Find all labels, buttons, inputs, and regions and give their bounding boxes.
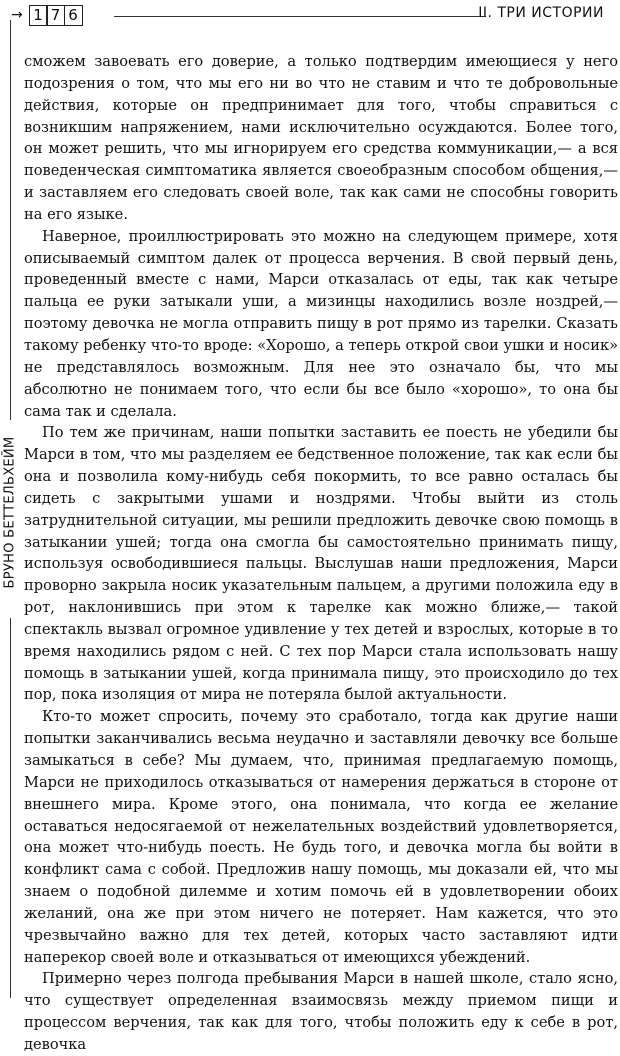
- paragraph: Кто-то может спросить, почему это сработало, тогда как другие наши попытки заканчивались весьма неудачно и заставляли девочку все больше замыкаться в себе? Мы думаем, что, принимая предлагаемую помощь, Марси не приходилось отказываться от намерения держаться в стороне от внешнего мира. Кроме этого, она понимала, что когда ее желание оставаться недосягаемой от нежелательных воздействий удовлетворяется, она может что-нибудь поесть. Не будь того, и девочка могла бы войти в конфликт сама с собой. Предложив нашу помощь, мы доказали ей, что мы знаем о подобной дилемме и хотим помочь ей в удовлетворении обоих желаний, она же при этом ничего не потеряет. Нам кажется, что это чрезвычайно важно для тех детей, которых часто заставляют идти наперекор своей воле и отказываться от имеющихся убеждений.: [24, 708, 618, 966]
- running-head: II. ТРИ ИСТОРИИ: [478, 5, 604, 21]
- page-number-digit: 1: [29, 5, 48, 26]
- page-number-digit: 6: [64, 5, 83, 26]
- side-author-label: БРУНО БЕТТЕЛЬХЕЙМ: [2, 436, 18, 589]
- paragraph: Наверное, проиллюстрировать это можно на следующем примере, хотя описываемый симптом далек от процесса верчения. В свой первый день, проведенный вместе с нами, Марси отказалась от еды, так как четыре пальца ее руки затыкали уши, а мизинцы находились возле ноздрей,— поэтому девочка не могла отправить пищу в рот прямо из тарелки. Сказать такому ребенку что-то вроде: «Хорошо, а теперь открой свои ушки и носик» не представлялось возможным. Для нее это означало бы, что мы абсолютно не понимаем того, что если бы все было «хорошо», то она бы сама так и сделала.: [24, 227, 618, 420]
- side-rule: [10, 20, 11, 420]
- side-rule: [10, 618, 11, 998]
- header-rule: [114, 16, 486, 17]
- paragraph: сможем завоевать его доверие, а только подтвердим имеющиеся у него подозрения о том, что мы его ни во что не ставим и что те добровольные действия, которые он предпринимает для того, чтобы справиться с возникшим напряжением, нами исключительно осуждаются. Более того, он может решить, что мы игнорируем его средства коммуникации,— а вся поведенческая симптоматика является своеобразным способом общения,— и заставляем его следовать своей воле, так как сами не способны говорить на его языке.: [24, 53, 618, 223]
- arrow-icon: →: [11, 7, 23, 23]
- page-number-digit: 7: [46, 5, 65, 26]
- body-text: [24, 51, 618, 1056]
- paragraph: Примерно через полгода пребывания Марси в нашей школе, стало ясно, что существует определенная взаимосвязь между приемом пищи и процессом верчения, так как для того, чтобы положить еду к себе в рот, девочка: [24, 970, 618, 1053]
- page-number: [30, 5, 83, 26]
- paragraph: По тем же причинам, наши попытки заставить ее поесть не убедили бы Марси в том, что мы разделяем ее бедственное положение, так как если бы она и позволила кому-нибудь себя покормить, то все равно осталась бы сидеть с закрытыми ушами и ноздрями. Чтобы выйти из столь затруднительной ситуации, мы решили предложить девочке свою помощь в затыкании ушей; тогда она смогла бы самостоятельно принимать пищу, используя освободившиеся пальцы. Выслушав наши предложения, Марси проворно закрыла носик указательным пальцем, а другими положила еду в рот, наклонившись при этом к тарелке как можно ближе,— такой спектакль вызвал огромное удивление у тех детей и взрослых, которые в то время находились рядом с ней. С тех пор Марси стала использовать нашу помощь в затыкании ушей, когда принимала пищу, это происходило до тех пор, пока изоляция от мира не потеряла былой актуальности.: [24, 424, 618, 704]
